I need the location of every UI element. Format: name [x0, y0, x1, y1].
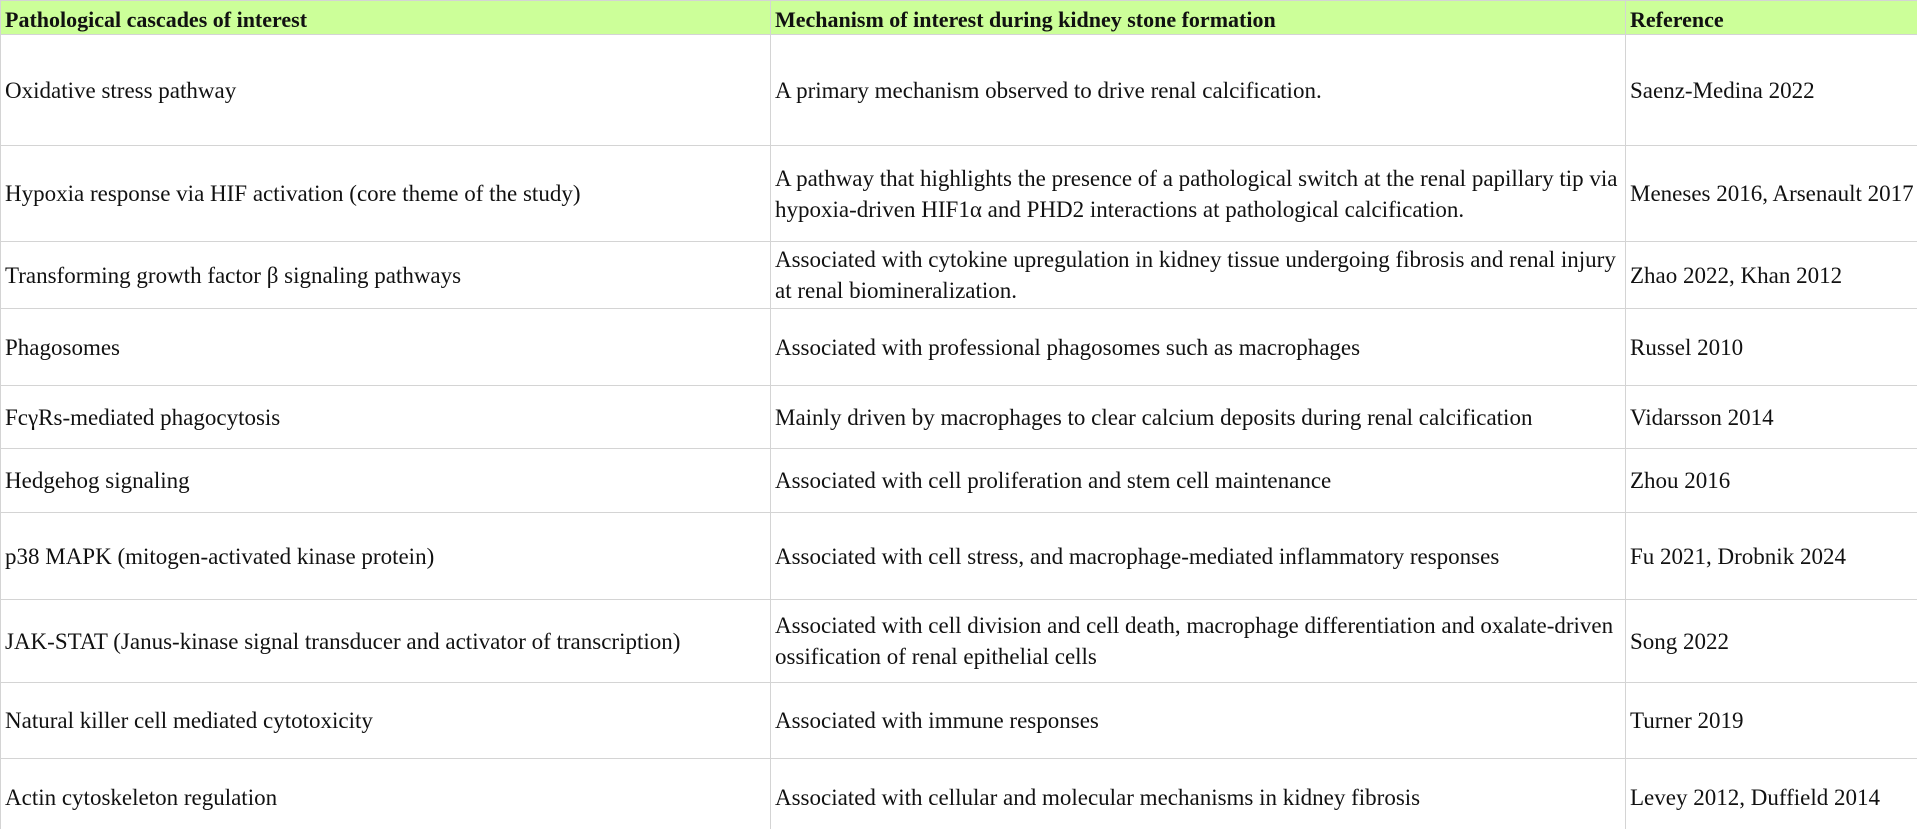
mechanism-cell[interactable]: Associated with cytokine upregulation in kidney tissue undergoing fibrosis and renal injury at renal biomineralization. [771, 242, 1626, 309]
reference-cell[interactable]: Levey 2012, Duffield 2014 [1626, 759, 1917, 829]
mechanism-cell[interactable]: Associated with immune responses [771, 683, 1626, 759]
table-row [1, 309, 1917, 386]
mechanism-cell[interactable]: A primary mechanism observed to drive renal calcification. [771, 35, 1626, 146]
cascade-cell[interactable]: Hedgehog signaling [1, 449, 771, 513]
mechanism-cell[interactable]: Associated with cell stress, and macrophage-mediated inflammatory responses [771, 513, 1626, 600]
reference-cell[interactable]: Meneses 2016, Arsenault 2017 [1626, 146, 1917, 242]
header-cell-cascade[interactable]: Pathological cascades of interest [1, 1, 771, 35]
header-cell-mechanism[interactable]: Mechanism of interest during kidney stone formation [771, 1, 1626, 35]
table-row [1, 386, 1917, 449]
table-row [1, 683, 1917, 759]
reference-cell[interactable]: Song 2022 [1626, 600, 1917, 683]
reference-cell[interactable]: Russel 2010 [1626, 309, 1917, 386]
reference-cell[interactable]: Vidarsson 2014 [1626, 386, 1917, 449]
mechanism-cell[interactable]: A pathway that highlights the presence of a pathological switch at the renal papillary tip via hypoxia-driven HIF1α and PHD2 interactions at pathological calcification. [771, 146, 1626, 242]
reference-cell[interactable]: Turner 2019 [1626, 683, 1917, 759]
mechanism-cell[interactable]: Associated with professional phagosomes such as macrophages [771, 309, 1626, 386]
reference-cell[interactable]: Fu 2021, Drobnik 2024 [1626, 513, 1917, 600]
mechanism-cell[interactable]: Associated with cellular and molecular mechanisms in kidney fibrosis [771, 759, 1626, 829]
cascade-cell[interactable]: FcγRs-mediated phagocytosis [1, 386, 771, 449]
table-row [1, 600, 1917, 683]
reference-cell[interactable]: Zhao 2022, Khan 2012 [1626, 242, 1917, 309]
table-row [1, 449, 1917, 513]
reference-cell[interactable]: Zhou 2016 [1626, 449, 1917, 513]
cascade-cell[interactable]: Oxidative stress pathway [1, 35, 771, 146]
cascade-cell[interactable]: p38 MAPK (mitogen-activated kinase protein) [1, 513, 771, 600]
mechanism-cell[interactable]: Associated with cell division and cell death, macrophage differentiation and oxalate-driven ossification of renal epithelial cells [771, 600, 1626, 683]
cascade-cell[interactable]: JAK-STAT (Janus-kinase signal transducer and activator of transcription) [1, 600, 771, 683]
header-row [1, 1, 1917, 35]
table-row [1, 146, 1917, 242]
table-row [1, 242, 1917, 309]
cascade-cell[interactable]: Natural killer cell mediated cytotoxicity [1, 683, 771, 759]
cascade-cell[interactable]: Transforming growth factor β signaling pathways [1, 242, 771, 309]
cascade-cell[interactable]: Phagosomes [1, 309, 771, 386]
mechanism-cell[interactable]: Mainly driven by macrophages to clear calcium deposits during renal calcification [771, 386, 1626, 449]
table-row [1, 759, 1917, 829]
header-cell-reference[interactable]: Reference [1626, 1, 1917, 35]
table-row [1, 35, 1917, 146]
cascade-cell[interactable]: Hypoxia response via HIF activation (core theme of the study) [1, 146, 771, 242]
table-row [1, 513, 1917, 600]
reference-cell[interactable]: Saenz-Medina 2022 [1626, 35, 1917, 146]
mechanism-cell[interactable]: Associated with cell proliferation and stem cell maintenance [771, 449, 1626, 513]
cascade-cell[interactable]: Actin cytoskeleton regulation [1, 759, 771, 829]
